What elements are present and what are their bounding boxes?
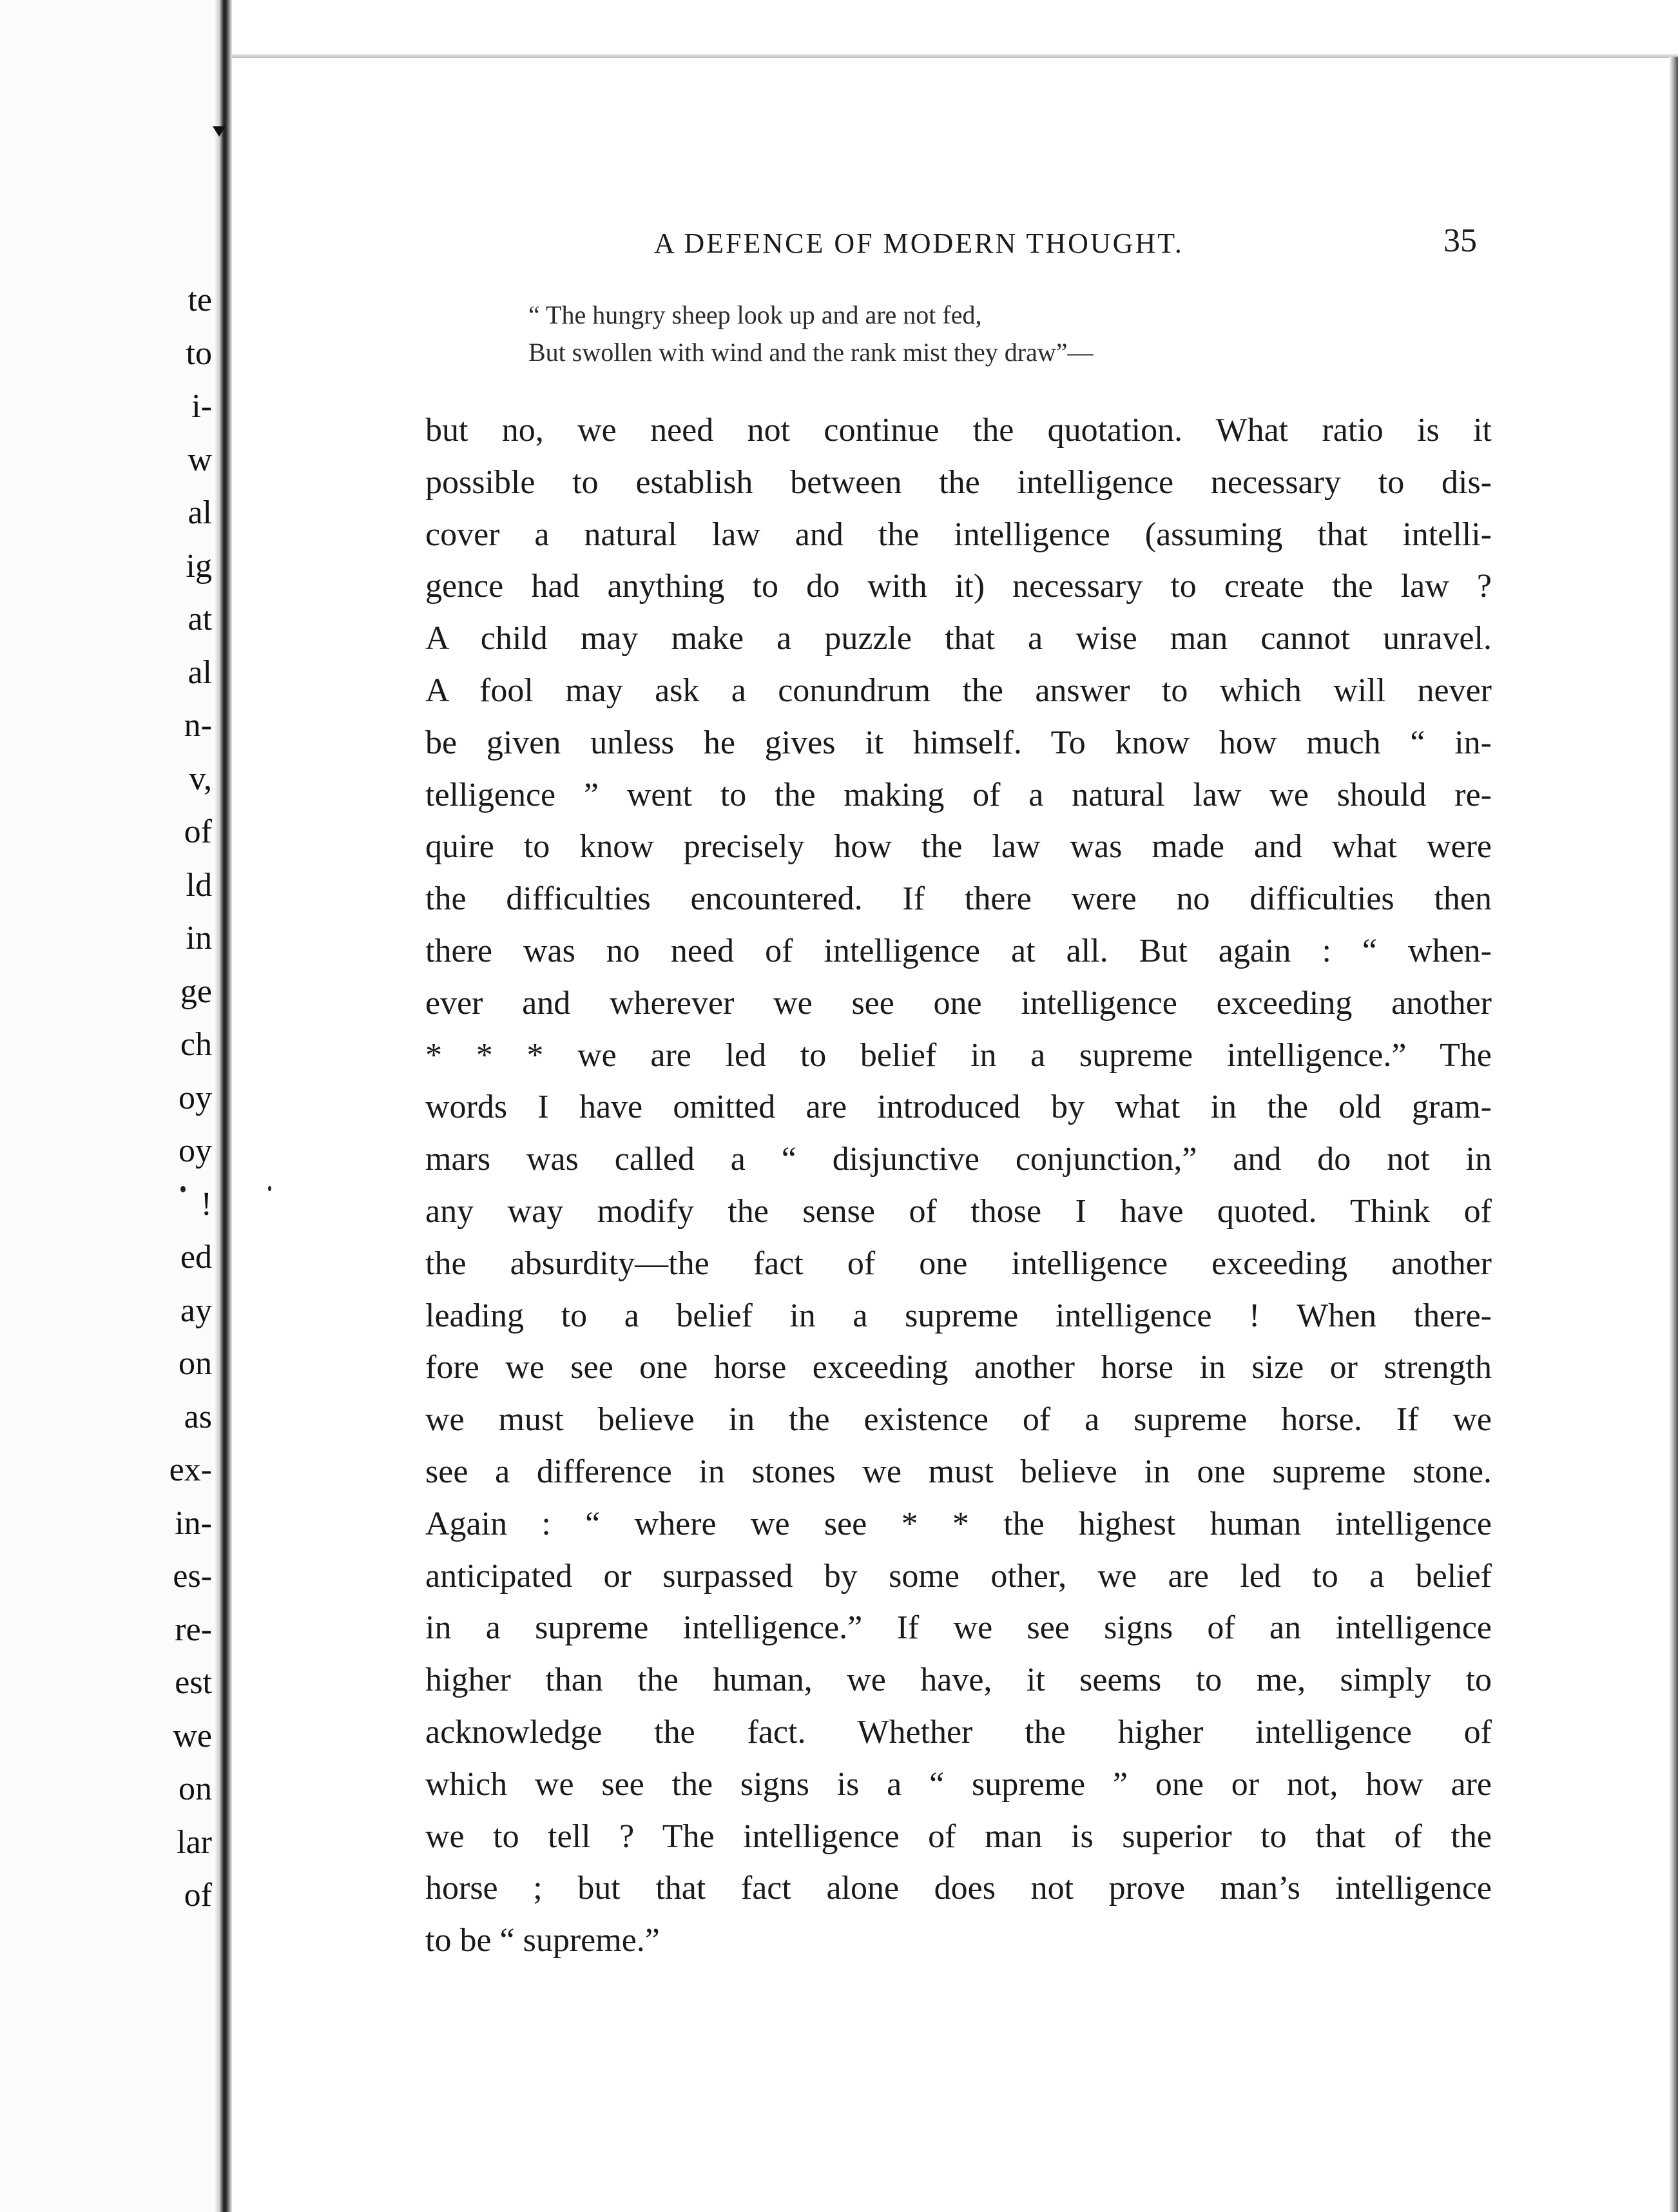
gutter-mark <box>213 126 226 137</box>
epigraph-line-2: But swollen with wind and the rank mist they draw”— <box>528 338 1094 367</box>
body-line: we to tell ? The intelligence of man is superior to that of the <box>425 1818 1492 1855</box>
facing-page-fragment: of <box>184 813 212 850</box>
facing-page-fragment: n- <box>184 707 212 744</box>
body-line: A child may make a puzzle that a wise man cannot unravel. <box>425 620 1492 657</box>
body-line: we must believe in the existence of a supreme horse. If we <box>425 1401 1492 1439</box>
facing-page-fragment: ig <box>186 547 212 585</box>
body-line: mars was called a “ disjunctive conjunction,” and do not in <box>425 1141 1492 1178</box>
body-line: telligence ” went to the making of a natural law we should re- <box>425 776 1492 813</box>
body-line: possible to establish between the intelligence necessary to dis- <box>425 463 1492 501</box>
body-line: to be “ supreme.” <box>425 1922 660 1959</box>
facing-page-fragment: in- <box>175 1504 212 1542</box>
facing-page-fragment: as <box>184 1398 212 1435</box>
body-line: any way modify the sense of those I have quoted. Think of <box>425 1192 1492 1230</box>
body-line: leading to a belief in a supreme intelligence ! When there- <box>425 1297 1492 1334</box>
body-line: the absurdity—the fact of one intelligence exceeding another <box>425 1245 1492 1282</box>
body-line: * * * we are led to belief in a supreme intelligence.” The <box>425 1036 1492 1074</box>
page-number: 35 <box>1443 222 1477 259</box>
book-page <box>232 58 1669 2212</box>
body-line: horse ; but that fact alone does not prove man’s intelligence <box>425 1870 1492 1907</box>
ink-speck <box>268 1186 271 1191</box>
facing-page-fragment: to <box>186 335 212 372</box>
facing-page-fragment: ge <box>180 973 212 1010</box>
page-gutter <box>214 0 232 2212</box>
body-line: quire to know precisely how the law was made and what were <box>425 828 1492 866</box>
body-line: gence had anything to do with it) necessary to create the law ? <box>425 568 1492 605</box>
epigraph-line-1: “ The hungry sheep look up and are not fed, <box>528 300 982 329</box>
ink-speck <box>180 1186 186 1192</box>
facing-page-fragment: ay <box>180 1292 212 1329</box>
facing-page-fragment: we <box>173 1717 212 1754</box>
body-line: in a supreme intelligence.” If we see signs of an intelligence <box>425 1609 1492 1647</box>
body-line: there was no need of intelligence at all. But again : “ when- <box>425 932 1492 969</box>
facing-page-fragment: ch <box>180 1026 212 1063</box>
facing-page-fragment: of <box>184 1877 212 1914</box>
facing-page-fragment: lar <box>177 1823 212 1861</box>
body-line: the difficulties encountered. If there were no difficulties then <box>425 880 1492 918</box>
body-line: A fool may ask a conundrum the answer to which will never <box>425 672 1492 709</box>
body-line: see a difference in stones we must believe in one supreme stone. <box>425 1453 1492 1490</box>
facing-page-fragment: at <box>188 601 212 637</box>
facing-page-fragment: in <box>186 920 212 956</box>
body-line: Again : “ where we see * * the highest human intelligence <box>425 1505 1492 1542</box>
body-line: words I have omitted are introduced by what in the old gram- <box>425 1089 1492 1126</box>
facing-page-fragment: on <box>178 1771 212 1807</box>
body-line: acknowledge the fact. Whether the higher intelligence of <box>425 1713 1492 1751</box>
facing-page-fragment: oy <box>178 1132 212 1169</box>
facing-page-fragment: es- <box>173 1558 212 1595</box>
body-line: anticipated or surpassed by some other, we are led to a belief <box>425 1557 1492 1595</box>
facing-page-fragment: te <box>188 282 212 318</box>
facing-page-fragment: ld <box>186 866 212 904</box>
body-line: ever and wherever we see one intelligence exceeding another <box>425 984 1492 1022</box>
facing-page-fragment: ! <box>200 1185 212 1223</box>
body-line: which we see the signs is a “ supreme ” one or not, how are <box>425 1765 1492 1803</box>
facing-page-fragment: w <box>188 441 212 478</box>
facing-page-fragment: al <box>188 654 212 691</box>
running-head: A DEFENCE OF MODERN THOUGHT. <box>654 228 1184 259</box>
facing-page <box>0 0 222 2212</box>
facing-page-fragment: on <box>178 1345 212 1382</box>
facing-page-fragment: v, <box>189 760 212 797</box>
body-line: fore we see one horse exceeding another horse in size or strength <box>425 1349 1492 1386</box>
body-line: higher than the human, we have, it seems to me, simply to <box>425 1662 1492 1699</box>
body-line: cover a natural law and the intelligence (assuming that intelli- <box>425 516 1492 553</box>
facing-page-fragment: est <box>175 1664 212 1701</box>
facing-page-fragment: ex- <box>169 1451 212 1488</box>
facing-page-fragment: al <box>188 494 212 531</box>
facing-page-fragment: oy <box>178 1079 212 1116</box>
body-line: be given unless he gives it himself. To know how much “ in- <box>425 724 1492 761</box>
body-line: but no, we need not continue the quotation. What ratio is it <box>425 412 1492 449</box>
page-right-edge <box>1669 57 1678 2212</box>
facing-page-fragment: i- <box>191 388 212 425</box>
body-text <box>425 405 1492 1967</box>
epigraph <box>528 296 1094 371</box>
facing-page-fragment: re- <box>175 1611 212 1648</box>
facing-page-fragment: ed <box>180 1239 212 1276</box>
